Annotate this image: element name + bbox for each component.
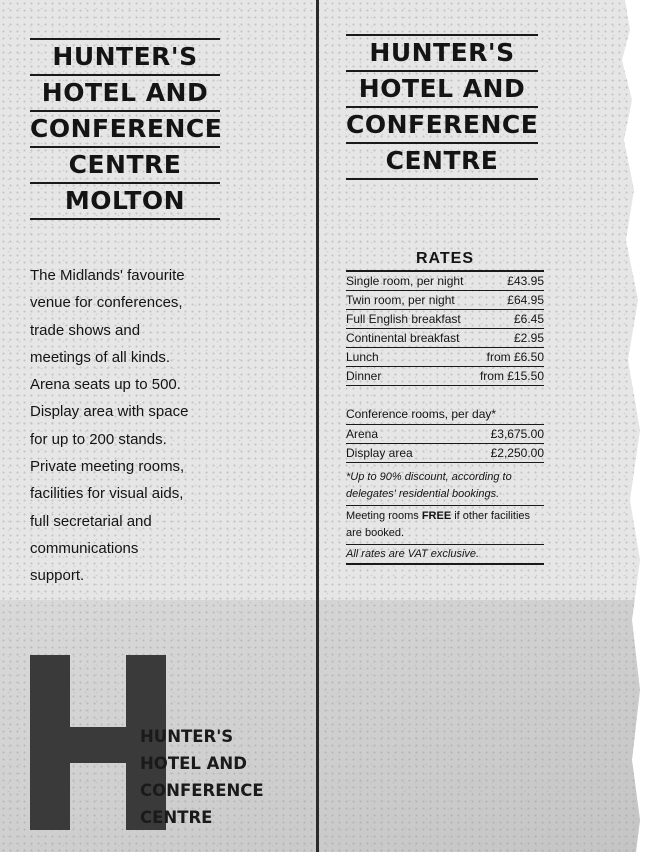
left-title-line: CONFERENCE <box>30 112 220 148</box>
venue-description <box>30 262 240 590</box>
conference-price: £2,250.00 <box>490 446 544 460</box>
description-line: trade shows and <box>30 321 141 339</box>
right-title-line: CENTRE <box>346 144 538 180</box>
right-title-line: HOTEL AND <box>346 72 538 108</box>
logo-line: HUNTER'S <box>140 727 234 746</box>
rate-row <box>346 291 544 310</box>
rate-row <box>346 310 544 329</box>
rate-price: £43.95 <box>507 274 544 288</box>
description-line: The Midlands' favourite <box>30 267 185 284</box>
conference-row <box>346 425 544 444</box>
left-title-line: CENTRE <box>30 148 220 184</box>
logo-line: CENTRE <box>140 808 213 827</box>
rate-price: £64.95 <box>507 293 544 307</box>
conference-label: Display area <box>346 446 413 460</box>
meeting-note-free: FREE <box>421 510 452 522</box>
logo-line: HOTEL AND <box>140 754 247 773</box>
conference-price: £3,675.00 <box>490 427 544 441</box>
left-title-line: HOTEL AND <box>30 76 220 112</box>
meeting-note-post: if other facilities are booked. <box>346 510 531 539</box>
description-line: venue for conferences, <box>30 294 183 312</box>
description-line: communications <box>30 539 139 557</box>
right-title-line: HUNTER'S <box>346 34 538 72</box>
left-title <box>30 38 223 220</box>
rate-price: £6.45 <box>513 312 544 326</box>
rates-table <box>346 250 544 565</box>
logo-line: CONFERENCE <box>140 781 264 800</box>
vat-note: All rates are VAT exclusive. <box>346 545 544 565</box>
right-title <box>346 34 538 180</box>
description-line: Display area with space <box>30 403 189 421</box>
description-line: Arena seats up to 500. <box>30 376 181 394</box>
rate-price: from £6.50 <box>486 350 544 364</box>
rate-price: £2.95 <box>513 331 544 345</box>
description-line: full secretarial and <box>30 512 152 530</box>
rate-price: from £15.50 <box>479 369 544 383</box>
left-title-line: MOLTON <box>30 184 220 220</box>
description-line: for up to 200 stands. <box>30 430 167 448</box>
rate-label: Lunch <box>346 350 379 364</box>
rate-label: Full English breakfast <box>346 312 461 326</box>
rates-heading: RATES <box>346 250 544 272</box>
left-title-line: HUNTER'S <box>30 38 220 76</box>
meeting-rooms-note <box>346 506 544 545</box>
hotel-logo <box>30 655 320 835</box>
discount-note: *Up to 90% discount, according to delegates' residential bookings. <box>346 469 544 506</box>
conference-row <box>346 444 544 463</box>
conference-heading: Conference rooms, per day* <box>346 404 544 425</box>
description-line: support. <box>30 567 85 585</box>
description-line: facilities for visual aids, <box>30 485 184 503</box>
conference-label: Arena <box>346 427 379 441</box>
rate-row <box>346 367 544 386</box>
rate-row <box>346 272 544 291</box>
rate-label: Single room, per night <box>346 274 464 288</box>
meeting-note-pre: Meeting rooms <box>346 510 422 522</box>
rate-label: Twin room, per night <box>346 293 455 307</box>
rate-row <box>346 348 544 367</box>
description-line: Private meeting rooms, <box>30 458 185 476</box>
right-title-line: CONFERENCE <box>346 108 538 144</box>
rate-label: Dinner <box>346 369 382 383</box>
logo-wordmark <box>140 723 264 831</box>
rate-row <box>346 329 544 348</box>
rate-label: Continental breakfast <box>346 331 460 345</box>
description-line: meetings of all kinds. <box>30 348 171 366</box>
